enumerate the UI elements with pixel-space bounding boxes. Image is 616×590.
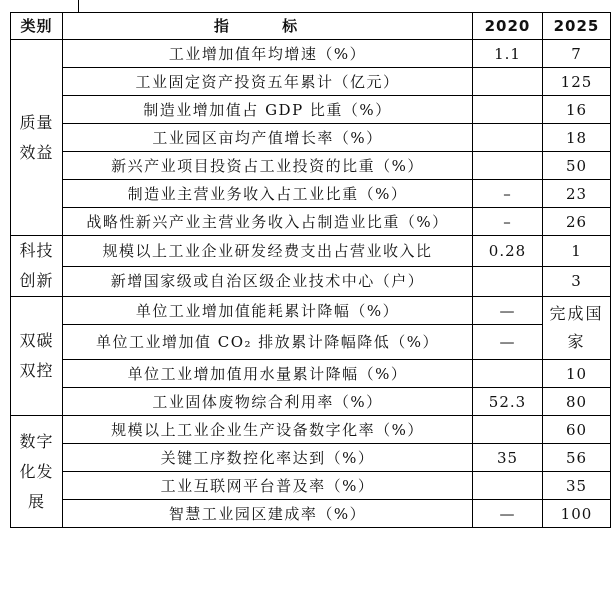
- value-2020: [473, 68, 543, 96]
- indicator-cell: 工业固体废物综合利用率（%）: [63, 388, 473, 416]
- table-row: [11, 416, 611, 444]
- value-2020: [473, 360, 543, 388]
- indicator-cell: 规模以上工业企业生产设备数字化率（%）: [63, 416, 473, 444]
- indicator-cell: 智慧工业园区建成率（%）: [63, 500, 473, 528]
- indicator-cell: 单位工业增加值 CO₂ 排放累计降幅降低（%）: [63, 325, 473, 360]
- indicator-cell: 工业固定资产投资五年累计（亿元）: [63, 68, 473, 96]
- value-2020: –: [473, 180, 543, 208]
- indicator-cell: 新兴产业项目投资占工业投资的比重（%）: [63, 152, 473, 180]
- table-row: [11, 325, 611, 360]
- value-2020: —: [473, 325, 543, 360]
- value-2025: 18: [543, 124, 611, 152]
- indicator-cell: 制造业增加值占 GDP 比重（%）: [63, 96, 473, 124]
- category-quality-efficiency: 质量效益: [11, 40, 63, 236]
- value-2025: 125: [543, 68, 611, 96]
- value-2025: 56: [543, 444, 611, 472]
- value-2025: 50: [543, 152, 611, 180]
- value-2020: 1.1: [473, 40, 543, 68]
- value-2020: [473, 472, 543, 500]
- value-2025: 10: [543, 360, 611, 388]
- value-2020: –: [473, 208, 543, 236]
- header-2025: 2025: [543, 13, 611, 40]
- value-2025: 3: [543, 266, 611, 297]
- value-2025: 60: [543, 416, 611, 444]
- table-row: [11, 388, 611, 416]
- indicator-cell: 工业增加值年均增速（%）: [63, 40, 473, 68]
- category-digital-development: 数字化发展: [11, 416, 63, 528]
- value-2020: —: [473, 297, 543, 325]
- value-2020: [473, 96, 543, 124]
- indicator-cell: 单位工业增加值用水量累计降幅（%）: [63, 360, 473, 388]
- value-2020: [473, 124, 543, 152]
- indicator-cell: 关键工序数控化率达到（%）: [63, 444, 473, 472]
- value-2025: 35: [543, 472, 611, 500]
- value-2025: 23: [543, 180, 611, 208]
- indicator-cell: 新增国家级或自治区级企业技术中心（户）: [63, 266, 473, 297]
- value-2020: [473, 416, 543, 444]
- value-2020: [473, 266, 543, 297]
- value-2025: 80: [543, 388, 611, 416]
- table-row: [11, 180, 611, 208]
- table-row: [11, 444, 611, 472]
- indicator-cell: 规模以上工业企业研发经费支出占营业收入比: [63, 236, 473, 267]
- table-row: [11, 40, 611, 68]
- value-2025: 26: [543, 208, 611, 236]
- table-row: [11, 500, 611, 528]
- indicator-cell: 单位工业增加值能耗累计降幅（%）: [63, 297, 473, 325]
- table-row: [11, 360, 611, 388]
- value-2025: 100: [543, 500, 611, 528]
- indicator-cell: 工业互联网平台普及率（%）: [63, 472, 473, 500]
- category-dual-carbon: 双碳双控: [11, 297, 63, 416]
- indicator-cell: 制造业主营业务收入占工业比重（%）: [63, 180, 473, 208]
- table-header-row: [11, 13, 611, 40]
- table-row: [11, 472, 611, 500]
- table-row: [11, 96, 611, 124]
- value-2020: —: [473, 500, 543, 528]
- category-tech-innovation: 科技创新: [11, 236, 63, 297]
- value-2025: 16: [543, 96, 611, 124]
- table-edge-mark: [78, 0, 79, 12]
- header-2020: 2020: [473, 13, 543, 40]
- table-row: [11, 266, 611, 297]
- indicator-cell: 工业园区亩均产值增长率（%）: [63, 124, 473, 152]
- table-row: [11, 68, 611, 96]
- header-category: 类别: [11, 13, 63, 40]
- table-row: [11, 152, 611, 180]
- value-2020: 35: [473, 444, 543, 472]
- value-2020: 0.28: [473, 236, 543, 267]
- value-2020: [473, 152, 543, 180]
- indicator-table: [10, 12, 611, 528]
- value-2020: 52.3: [473, 388, 543, 416]
- table-row: [11, 124, 611, 152]
- header-indicator: 指 标: [63, 13, 473, 40]
- value-2025: 7: [543, 40, 611, 68]
- indicator-cell: 战略性新兴产业主营业务收入占制造业比重（%）: [63, 208, 473, 236]
- value-2025: 完成国家: [543, 297, 611, 360]
- value-2025: 1: [543, 236, 611, 267]
- table-row: [11, 208, 611, 236]
- table-row: [11, 297, 611, 325]
- table-row: [11, 236, 611, 267]
